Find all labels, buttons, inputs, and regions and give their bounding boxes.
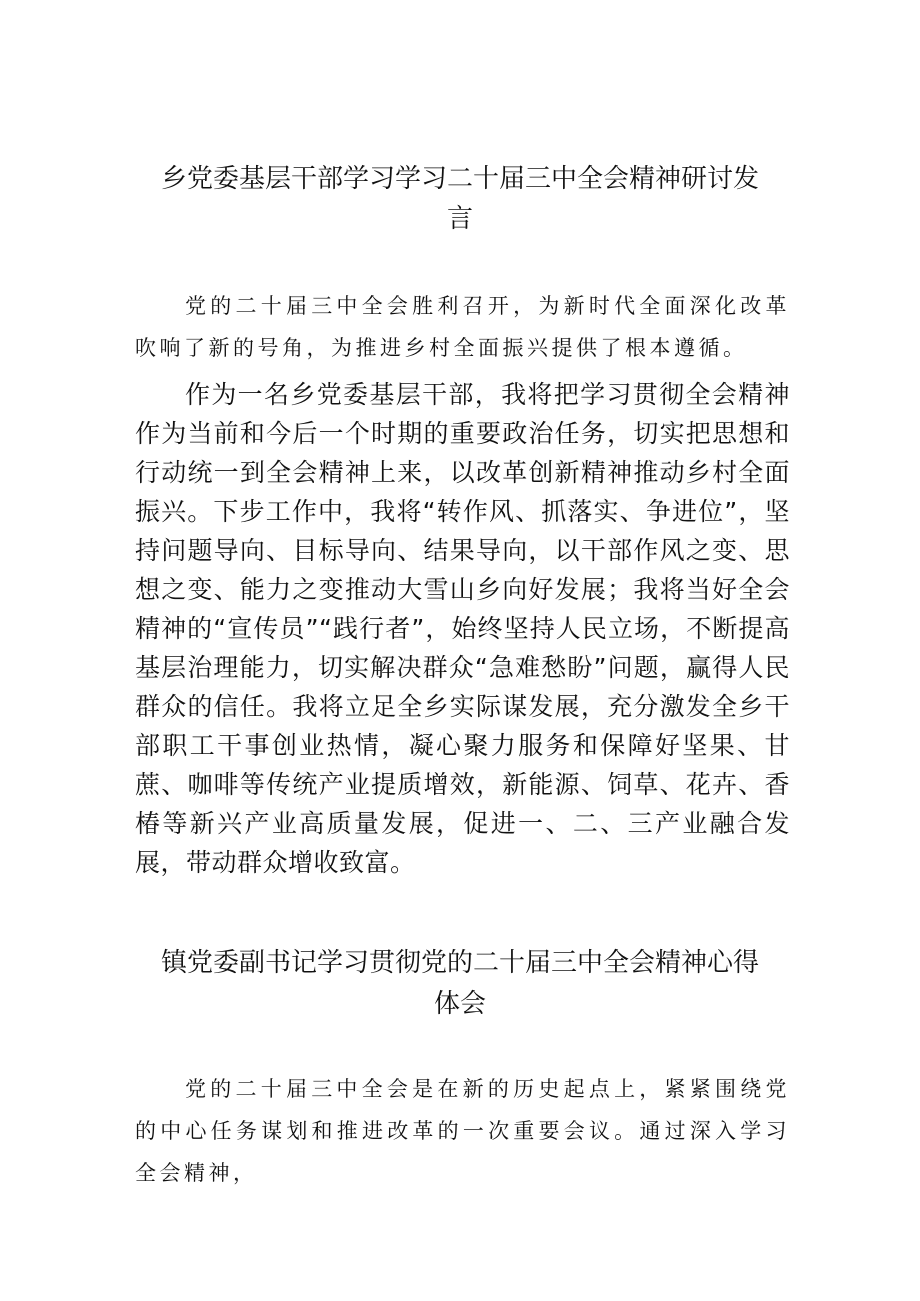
- article2-paragraph-intro: 党的二十届三中全会是在新的历史起点上，紧紧围绕党的中心任务谋划和推进改革的一次重要会议。通过深入学习全会精神，: [135, 1077, 790, 1185]
- article1-title-line2: 言: [446, 204, 473, 234]
- article2-title-line1: 镇党委副书记学习贯彻党的二十届三中全会精神心得: [160, 948, 759, 978]
- article1-title-line1: 乡党委基层干部学习学习二十届三中全会精神研讨发: [160, 164, 759, 194]
- article2-title-line2: 体会: [433, 989, 486, 1019]
- article1-paragraph-intro: 党的二十届三中全会胜利召开，为新时代全面深化改革吹响了新的号角，为推进乡村全面振兴提供了根本遵循。: [135, 294, 790, 360]
- article1-paragraph-body: 作为一名乡党委基层干部，我将把学习贯彻全会精神作为当前和今后一个时期的重要政治任务，切实把思想和行动统一到全会精神上来，以改革创新精神推动乡村全面振兴。下步工作中，我将“转作风、抓落实、争进位”，坚持问题导向、目标导向、结果导向，以干部作风之变、思想之变、能力之变推动大雪山乡向好发展；我将当好全会精神的“宣传员”“践行者”，始终坚持人民立场，不断提高基层治理能力，切实解决群众“急难愁盼”问题，赢得人民群众的信任。我将立足全乡实际谋发展，充分激发全乡干部职工干事创业热情，凝心聚力服务和保障好坚果、甘蔗、咖啡等传统产业提质增效，新能源、饲草、花卉、香椿等新兴产业高质量发展，促进一、二、三产业融合发展，带动群众增收致富。: [135, 380, 790, 877]
